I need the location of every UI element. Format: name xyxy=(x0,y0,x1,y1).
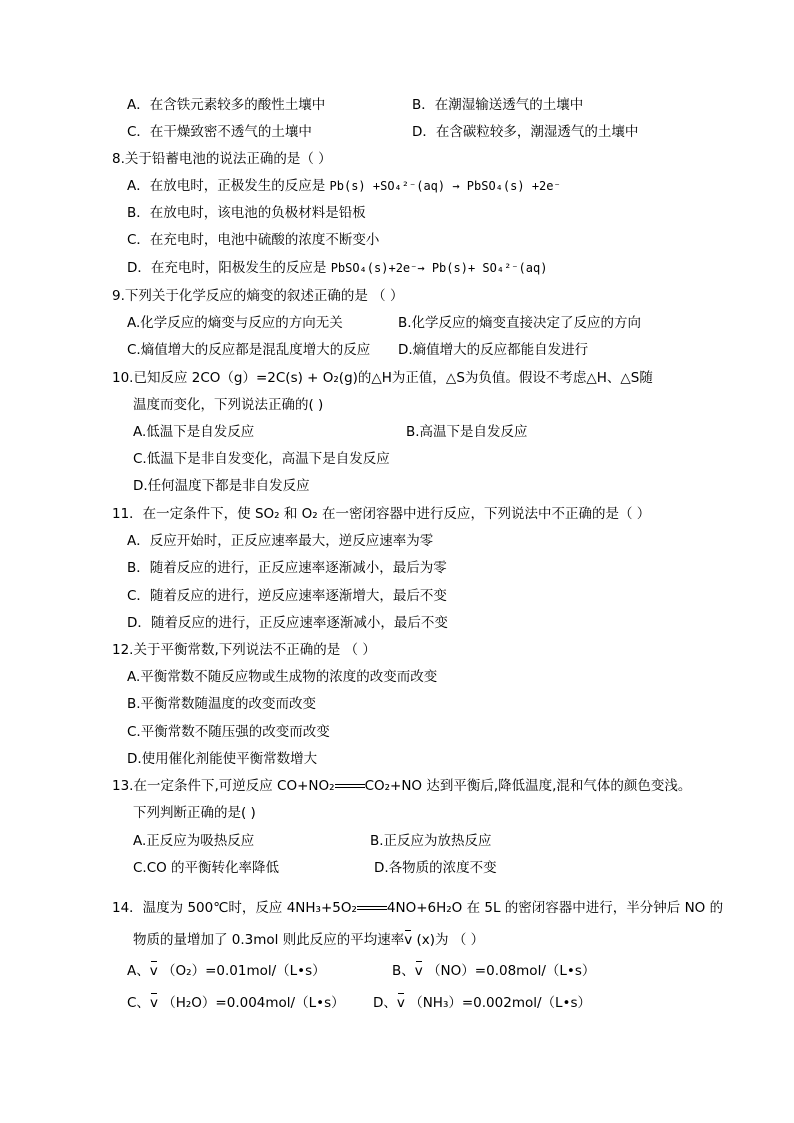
q8-option-d-text: D．在充电时，阳极发生的反应是 xyxy=(127,260,331,276)
q14-stem-line1 xyxy=(112,899,723,917)
rate-symbol: v xyxy=(404,932,413,948)
q8-option-a-formula: Pb(s) +SO₄²⁻(aq) → PbSO₄(s) +2e⁻ xyxy=(329,179,561,193)
q9-option-d: D.熵值增大的反应都能自发进行 xyxy=(398,342,589,358)
q10-option-a: A.低温下是自发反应 xyxy=(133,424,255,440)
q14-stem-pre: 14．温度为 500℃时，反应 4NH₃+5O₂ xyxy=(112,900,357,916)
q14-option-c-text: （H₂O）=0.004mol/（L•s） xyxy=(162,995,345,1011)
q14-option-a xyxy=(127,962,326,980)
q13-option-d: D.各物质的浓度不变 xyxy=(374,860,497,876)
q8-option-b: B．在放电时，该电池的负极材料是铅板 xyxy=(127,205,366,221)
q9-option-c: C.熵值增大的反应都是混乱度增大的反应 xyxy=(127,342,371,358)
q14-option-d-label: D、 xyxy=(373,995,397,1011)
q12-option-a: A.平衡常数不随反应物或生成物的浓度的改变而改变 xyxy=(127,669,438,685)
q10-option-d: D.任何温度下都是非自发反应 xyxy=(133,478,310,494)
q8-option-a-text: A．在放电时，正极发生的反应是 xyxy=(127,178,330,194)
q12-option-c: C.平衡常数不随压强的改变而改变 xyxy=(127,724,330,740)
q11-option-c: C．随着反应的进行，逆反应速率逐渐增大，最后不变 xyxy=(127,588,447,604)
q14-stem-post: 4NO+6H₂O 在 5L 的密闭容器中进行，半分钟后 NO 的 xyxy=(386,900,724,916)
q14-option-a-label: A、 xyxy=(127,963,150,979)
rate-symbol: v xyxy=(149,995,158,1011)
rate-symbol: v xyxy=(396,995,405,1011)
q11-option-d: D．随着反应的进行，正反应速率逐渐减小，最后不变 xyxy=(127,615,448,631)
q10-stem-line2: 温度而变化，下列说法正确的( ) xyxy=(133,397,324,413)
q8-option-c: C．在充电时，电池中硫酸的浓度不断变小 xyxy=(127,232,380,248)
q12-option-d: D.使用催化剂能使平衡常数增大 xyxy=(127,751,318,767)
q13-option-b: B.正反应为放热反应 xyxy=(370,833,492,849)
q7-option-d: D．在含碳粒较多，潮湿透气的土壤中 xyxy=(412,124,639,140)
q14-option-c xyxy=(127,994,345,1012)
q8-stem: 8.关于铅蓄电池的说法正确的是（ ） xyxy=(112,151,332,167)
q14-stem-line2-post: (x)为 （ ） xyxy=(412,932,485,948)
q7-option-c: C．在干燥致密不透气的土壤中 xyxy=(127,124,312,140)
q14-option-b xyxy=(392,962,595,980)
reversible-arrow-icon xyxy=(335,783,365,789)
rate-symbol: v xyxy=(414,963,423,979)
q10-option-c: C.低温下是非自发变化，高温下是自发反应 xyxy=(133,451,390,467)
q13-stem-line1 xyxy=(112,777,691,795)
q11-option-a: A．反应开始时，正反应速率最大，逆反应速率为零 xyxy=(127,533,434,549)
q8-option-a xyxy=(127,177,561,195)
q9-option-b: B.化学反应的熵变直接决定了反应的方向 xyxy=(398,315,642,331)
q13-option-c: C.CO 的平衡转化率降低 xyxy=(133,860,280,876)
q8-option-d-formula: PbSO₄(s)+2e⁻→ Pb(s)+ SO₄²⁻(aq) xyxy=(330,261,548,275)
q14-option-a-text: （O₂）=0.01mol/（L•s） xyxy=(162,963,326,979)
q14-option-b-label: B、 xyxy=(392,963,415,979)
q10-stem-line1: 10.已知反应 2CO（g）=2C(s) + O₂(g)的△H为正值，△S为负值。假设不考虑△H、△S随 xyxy=(112,370,653,386)
q12-stem: 12.关于平衡常数,下列说法不正确的是 （ ） xyxy=(112,642,376,658)
q8-option-d xyxy=(127,259,547,277)
q7-option-b: B．在潮湿输送透气的土壤中 xyxy=(412,97,584,113)
q10-option-b: B.高温下是自发反应 xyxy=(406,424,528,440)
q14-option-d xyxy=(373,994,591,1012)
q13-stem-post: CO₂+NO 达到平衡后,降低温度,混和气体的颜色变浅。 xyxy=(364,778,692,794)
q14-stem-line2 xyxy=(133,931,484,949)
q14-option-d-text: （NH₃）=0.002mol/（L•s） xyxy=(409,995,592,1011)
q12-option-b: B.平衡常数随温度的改变而改变 xyxy=(127,696,317,712)
rate-symbol: v xyxy=(149,963,158,979)
q14-option-b-text: （NO）=0.08mol/（L•s） xyxy=(427,963,596,979)
q14-option-c-label: C、 xyxy=(127,995,150,1011)
q13-stem-line2: 下列判断正确的是( ) xyxy=(133,805,256,821)
q11-stem: 11．在一定条件下，使 SO₂ 和 O₂ 在一密闭容器中进行反应，下列说法中不正确的是（ ） xyxy=(112,506,651,522)
q9-stem: 9.下列关于化学反应的熵变的叙述正确的是 （ ） xyxy=(112,288,404,304)
q9-option-a: A.化学反应的熵变与反应的方向无关 xyxy=(127,315,343,331)
reversible-arrow-icon xyxy=(357,905,387,911)
q13-stem-pre: 13.在一定条件下,可逆反应 CO+NO₂ xyxy=(112,778,335,794)
q11-option-b: B．随着反应的进行，正反应速率逐渐减小，最后为零 xyxy=(127,560,447,576)
q7-option-a: A．在含铁元素较多的酸性土壤中 xyxy=(127,97,326,113)
q13-option-a: A.正反应为吸热反应 xyxy=(133,833,255,849)
q14-stem-line2-pre: 物质的量增加了 0.3mol 则此反应的平均速率 xyxy=(133,932,405,948)
